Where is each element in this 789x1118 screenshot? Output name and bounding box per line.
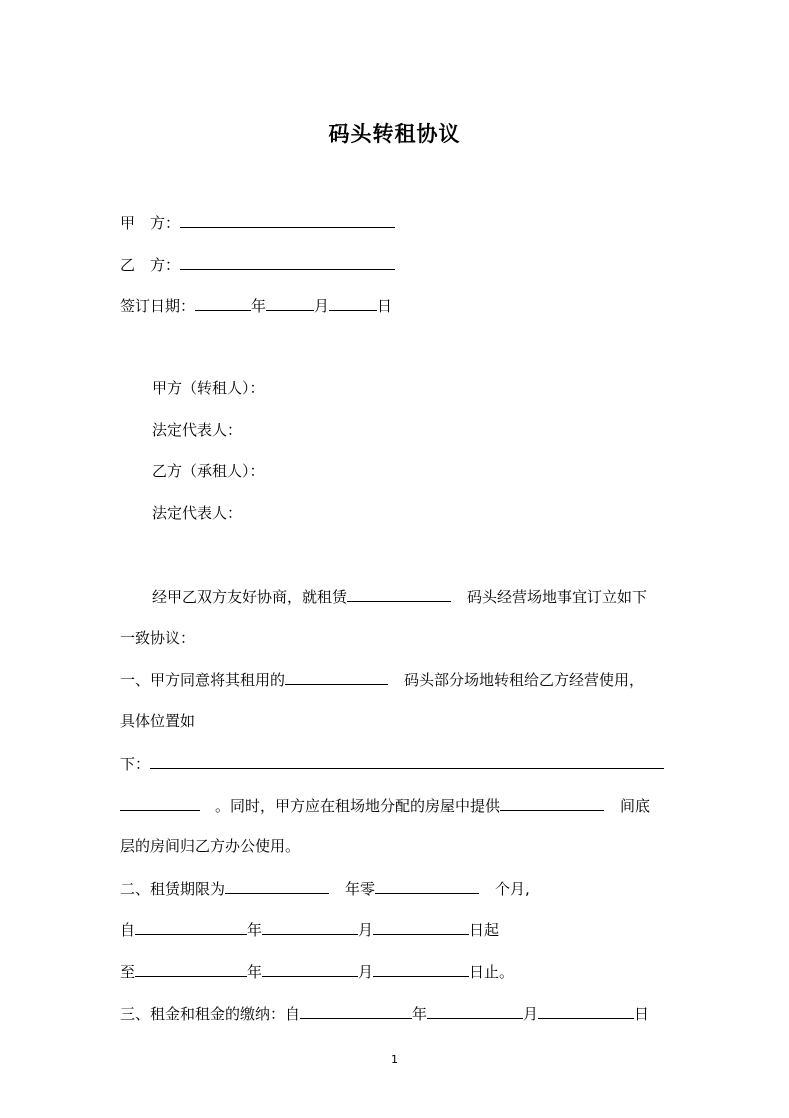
lessee-line: 乙方（承租人）： <box>152 462 265 480</box>
clause1-line <box>120 669 644 689</box>
clause1-part1: 一、甲方同意将其租用的 <box>120 671 286 689</box>
year-label: 年 <box>251 297 267 315</box>
rent-day-label: 日 <box>634 1005 650 1023</box>
clause1-part2: 码头部分场地转租给乙方经营使用， <box>404 671 645 689</box>
page-number: 1 <box>391 1053 398 1066</box>
clause3-part1: 三、租金和租金的缴纳：自 <box>120 1005 301 1023</box>
legal-rep-b: 法定代表人： <box>152 504 243 522</box>
location-blank[interactable] <box>150 753 664 769</box>
intro-part1: 经甲乙双方友好协商，就租赁 <box>152 588 348 606</box>
clause1-cont: 具体位置如 <box>120 712 196 730</box>
month-label: 月 <box>314 297 330 315</box>
clause2-part1: 二、租赁期限为 <box>120 880 226 898</box>
sign-month-blank[interactable] <box>266 295 314 311</box>
clause1-line3 <box>120 795 650 815</box>
end-month-label: 月 <box>358 963 374 981</box>
party-b-line <box>120 254 395 274</box>
rent-day-blank[interactable] <box>538 1003 634 1019</box>
party-a-line <box>120 212 395 232</box>
legal-rep-a: 法定代表人： <box>152 421 243 439</box>
term-months-blank[interactable] <box>375 878 479 894</box>
clause1-cont2: 层的房间归乙方办公使用。 <box>120 837 301 855</box>
start-month-blank[interactable] <box>262 919 358 935</box>
intro-line <box>152 586 647 606</box>
sign-date-label: 签订日期： <box>120 297 196 315</box>
rent-month-label: 月 <box>523 1005 539 1023</box>
location-blank-cont[interactable] <box>120 795 200 811</box>
clause3-line <box>120 1003 649 1023</box>
from-label: 自 <box>120 921 136 939</box>
start-month-label: 月 <box>358 921 374 939</box>
start-day-blank[interactable] <box>373 919 469 935</box>
intro-dock-blank[interactable] <box>347 586 451 602</box>
sign-day-blank[interactable] <box>329 295 377 311</box>
term-years-blank[interactable] <box>225 878 329 894</box>
party-a-blank[interactable] <box>180 212 395 228</box>
end-year-blank[interactable] <box>135 961 247 977</box>
clause2-part3: 个月, <box>495 880 530 898</box>
party-a-label: 甲 方： <box>120 214 181 232</box>
rent-year-label: 年 <box>412 1005 428 1023</box>
clause1-dock-blank[interactable] <box>285 669 388 685</box>
start-year-label: 年 <box>247 921 263 939</box>
start-year-blank[interactable] <box>135 919 247 935</box>
room-count-blank[interactable] <box>500 795 604 811</box>
intro-part2: 码头经营场地事宜订立如下 <box>467 588 648 606</box>
end-day-blank[interactable] <box>373 961 469 977</box>
party-b-label: 乙 方： <box>120 256 181 274</box>
clause1-below-label: 下： <box>120 755 151 773</box>
rent-month-blank[interactable] <box>427 1003 523 1019</box>
intro-cont: 一致协议： <box>120 629 196 647</box>
end-date-line <box>120 961 514 981</box>
rent-year-blank[interactable] <box>300 1003 412 1019</box>
start-suffix: 日起 <box>469 921 500 939</box>
end-year-label: 年 <box>247 963 263 981</box>
party-b-blank[interactable] <box>180 254 395 270</box>
day-label: 日 <box>377 297 393 315</box>
document-title: 码头转租协议 <box>328 121 461 146</box>
lessor-line: 甲方（转租人）： <box>152 379 265 397</box>
clause1-part4: 间底 <box>620 797 651 815</box>
clause1-below-line <box>120 753 664 773</box>
sign-date-line <box>120 295 392 315</box>
clause2-part2: 年零 <box>345 880 376 898</box>
to-label: 至 <box>120 963 136 981</box>
end-month-blank[interactable] <box>262 961 358 977</box>
sign-year-blank[interactable] <box>195 295 251 311</box>
clause1-part3: 。同时，甲方应在租场地分配的房屋中提供 <box>215 797 501 815</box>
clause2-line <box>120 878 530 898</box>
end-suffix: 日止。 <box>469 963 515 981</box>
start-date-line <box>120 919 499 939</box>
